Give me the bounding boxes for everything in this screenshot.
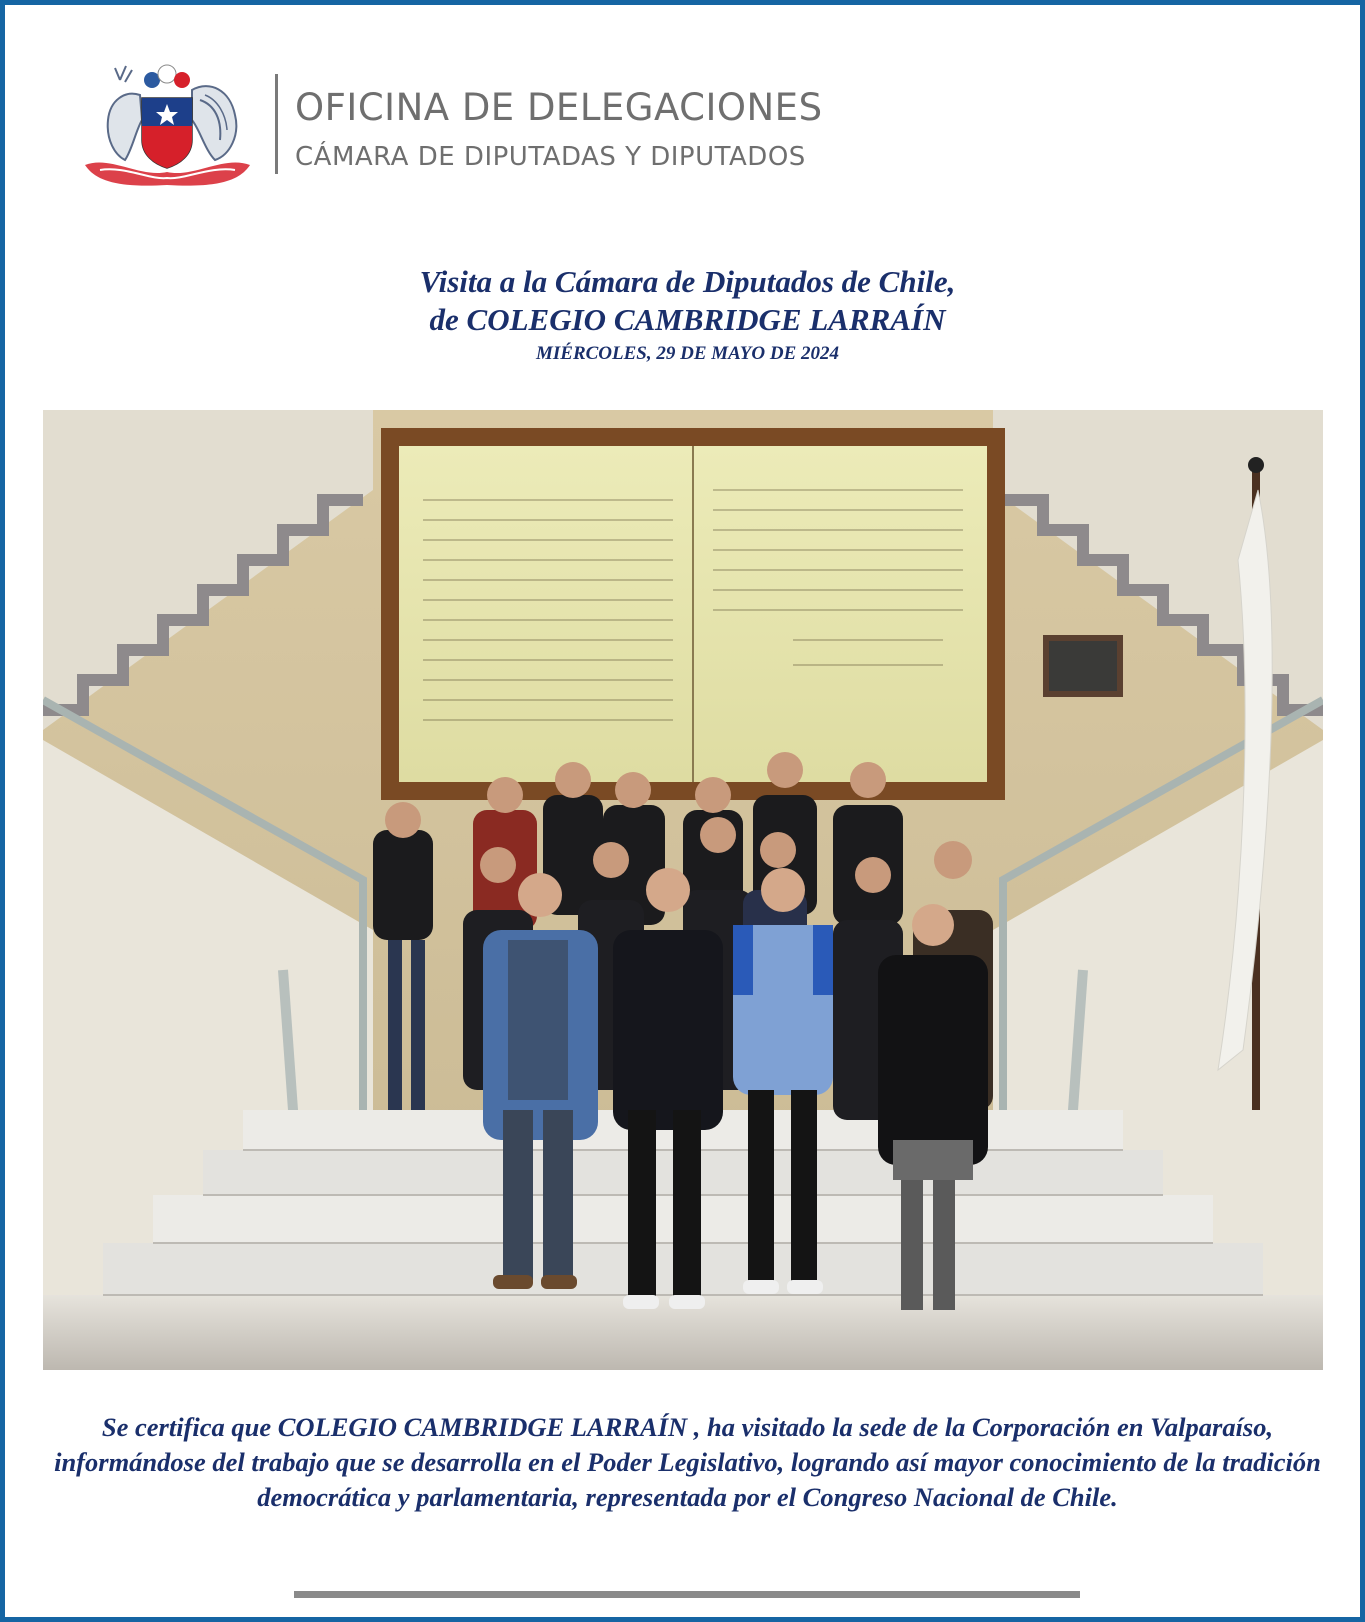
header: [80, 60, 930, 190]
footer-bar: [294, 1591, 1080, 1598]
office-subtitle: CÁMARA DE DIPUTADAS Y DIPUTADOS: [295, 142, 806, 172]
visit-title-line1: Visita a la Cámara de Diputados de Chile,: [419, 264, 956, 299]
visit-title-block: [5, 263, 1365, 369]
office-title: OFICINA DE DELEGACIONES: [295, 86, 823, 129]
visit-title-line2: de COLEGIO CAMBRIDGE LARRAÍN: [429, 302, 946, 337]
certificate-text: Se certifica que COLEGIO CAMBRIDGE LARRAÍN , ha visitado la sede de la Corporación en Valparaíso, informándose del trabajo que se desarrolla en el Poder Legislativo, logrando así mayor conocimiento de la tradición democrática y parlamentaria, representada por el Congreso Nacional de Chile.: [54, 1412, 1321, 1512]
header-divider: [275, 74, 278, 174]
chile-coat-of-arms-icon: [80, 60, 255, 190]
visit-date: MIÉRCOLES, 29 DE MAYO DE 2024: [535, 343, 839, 364]
group-photo-image: [43, 410, 1323, 1370]
group-photo: [43, 410, 1323, 1370]
